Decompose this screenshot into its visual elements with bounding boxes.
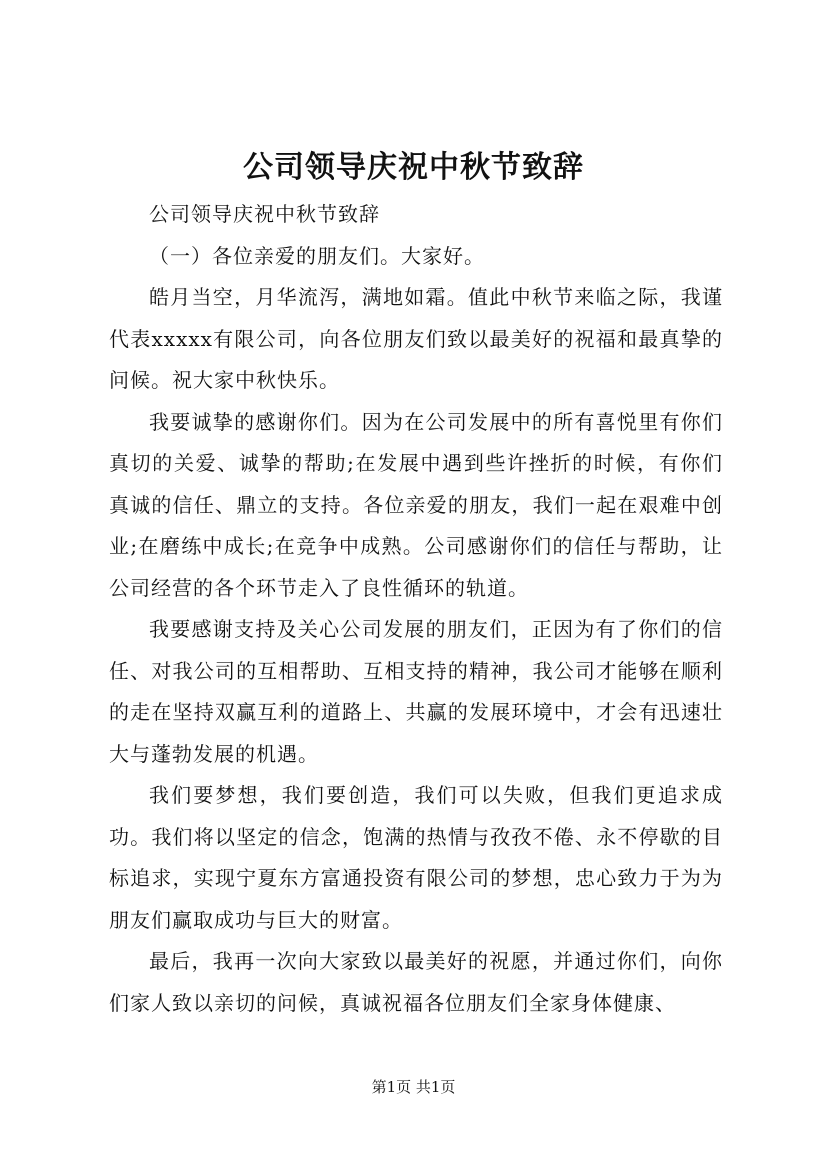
- page-footer: 第1页 共1页: [371, 1078, 456, 1096]
- paragraph: 皓月当空，月华流泻，满地如霜。值此中秋节来临之际，我谨代表xxxxx有限公司，向各位朋友们致以最美好的祝福和最真挚的问候。祝大家中秋快乐。: [109, 285, 723, 392]
- paragraph: （一）各位亲爱的朋友们。大家好。: [149, 243, 485, 268]
- document-title: 公司领导庆祝中秋节致辞: [243, 150, 584, 185]
- paragraph: 公司领导庆祝中秋节致辞: [149, 202, 380, 226]
- paragraph: 我们要梦想，我们要创造，我们可以失败，但我们更追求成功。我们将以坚定的信念，饱满的热情与孜孜不倦、永不停歇的目标追求，实现宁夏东方富通投资有限公司的梦想，忠心致力于为为朋友们赢取成功与巨大的财富。: [109, 783, 723, 932]
- paragraph: 我要诚挚的感谢你们。因为在公司发展中的所有喜悦里有你们真切的关爱、诚挚的帮助;在发展中遇到些许挫折的时候，有你们真诚的信任、鼎立的支持。各位亲爱的朋友，我们一起在艰难中创业;在磨练中成长;在竞争中成熟。公司感谢你们的信任与帮助，让公司经营的各个环节走入了良性循环的轨道。: [109, 409, 723, 600]
- paragraph: 最后，我再一次向大家致以最美好的祝愿，并通过你们，向你们家人致以亲切的问候，真诚祝福各位朋友们全家身体健康、: [109, 949, 723, 1015]
- paragraph: 我要感谢支持及关心公司发展的朋友们，正因为有了你们的信任、对我公司的互相帮助、互相支持的精神，我公司才能够在顺利的走在坚持双赢互利的道路上、共赢的发展环境中，才会有迅速壮大与蓬勃发展的机遇。: [109, 617, 723, 766]
- document-body: [109, 194, 723, 1024]
